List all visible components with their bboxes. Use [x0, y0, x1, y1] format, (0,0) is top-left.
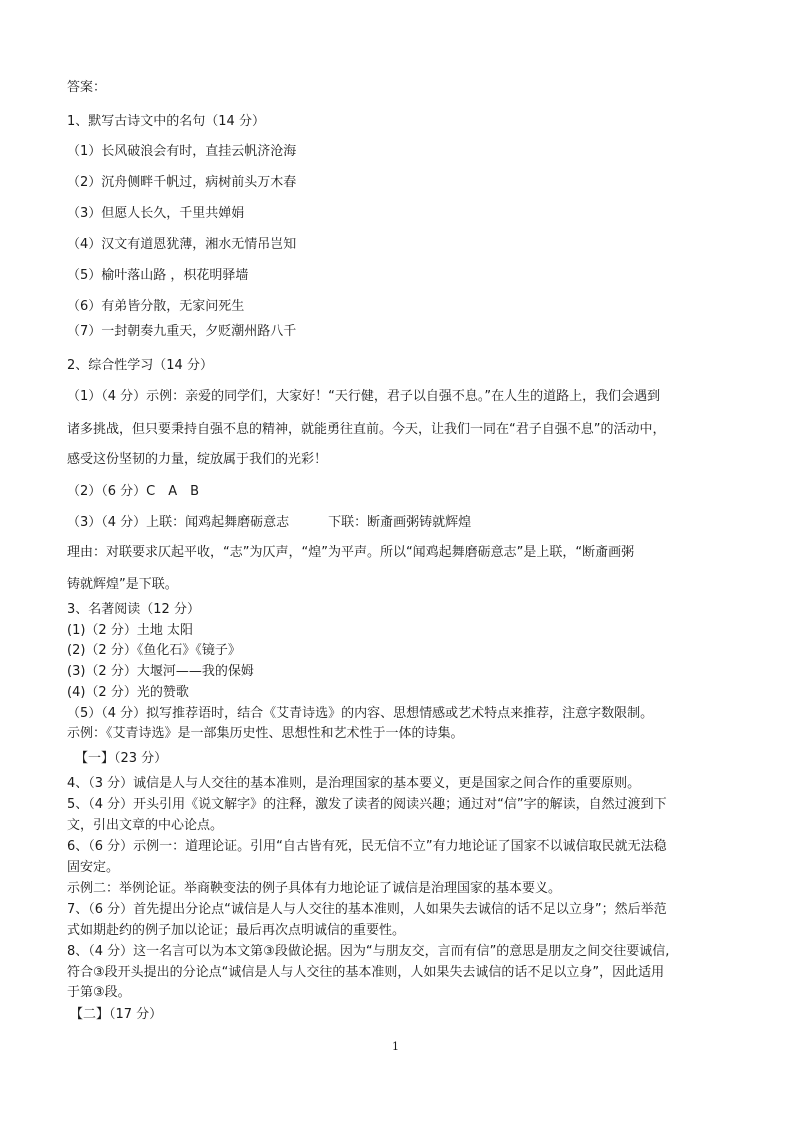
part1-q7-line-1: 7、（6 分）首先提出分论点“诚信是人与人交往的基本准则，人如果失去诚信的话不足以立身”；然后举范 [67, 902, 667, 917]
part-2-heading: 【二】（17 分） [70, 1007, 163, 1022]
s2-q3: （3）（4 分）上联：闻鸡起舞磨砺意志 下联：断齑画粥铸就辉煌 [67, 515, 472, 530]
s1-item-3: （3）但愿人长久，千里共婵娟 [67, 206, 245, 221]
part1-q7-line-2: 式如期赴约的例子加以论证；最后再次点明诚信的重要性。 [67, 923, 406, 938]
s1-item-7: （7）一封朝奏九重天，夕贬潮州路八千 [67, 324, 297, 339]
part-1-heading: 【一】（23 分） [75, 751, 168, 766]
part1-q5-line-2: 文，引出文章的中心论点。 [67, 818, 224, 833]
s2-q1-line-1: （1）（4 分）示例：亲爱的同学们，大家好！“天行健，君子以自强不息。”在人生的道路上，我们会遇到 [67, 389, 661, 404]
section-1-heading: 1、默写古诗文中的名句（14 分） [67, 114, 265, 129]
s1-item-4: （4）汉文有道恩犹薄，湘水无情吊岂知 [67, 237, 297, 252]
s3-item-3: (3)（2 分）大堰河——我的保姆 [67, 664, 254, 679]
section-3-heading: 3、名著阅读（12 分） [67, 602, 200, 617]
answers-title: 答案： [67, 80, 107, 95]
part1-q6-line-3: 示例二：举例论证。举商鞅变法的例子具体有力地论证了诚信是治理国家的基本要义。 [67, 881, 562, 896]
s3-item-5: （5）（4 分）拟写推荐语时，结合《艾青诗选》的内容、思想情感或艺术特点来推荐，注意字数限制。 [67, 706, 654, 721]
s2-q2: （2）（6 分）C A B [67, 484, 200, 499]
page-number: 1 [392, 1040, 399, 1053]
s3-item-4: (4)（2 分）光的赞歌 [67, 685, 189, 700]
s3-item-2: (2)（2 分）《鱼化石》《镜子》 [67, 643, 241, 658]
s1-item-5: （5）榆叶落山路 ，枳花明驿墙 [67, 268, 249, 283]
part1-q8-line-1: 8、（4 分）这一名言可以为本文第③段做论据。因为“与朋友交，言而有信”的意思是朋友之间交往要诚信, [67, 944, 670, 959]
part1-q8-line-2: 符合③段开头提出的分论点“诚信是人与人交往的基本准则，人如果失去诚信的话不足以立身”，因此适用 [67, 965, 665, 980]
s3-item-1: (1)（2 分）土地 太阳 [67, 623, 193, 638]
s1-item-6: （6）有弟皆分散，无家问死生 [67, 299, 245, 314]
part1-q8-line-3: 于第③段。 [67, 985, 131, 1000]
part1-q4: 4、（3 分）诚信是人与人交往的基本准则，是治理国家的基本要义，更是国家之间合作的重要原则。 [67, 776, 641, 791]
s2-reason-line-2: 铸就辉煌”是下联。 [67, 577, 178, 592]
s2-q1-line-2: 诸多挑战，但只要秉持自强不息的精神，就能勇往直前。今天，让我们一同在“君子自强不息”的活动中， [67, 422, 666, 437]
s2-reason-line-1: 理由：对联要求仄起平收，“志”为仄声，“煌”为平声。所以“闻鸡起舞磨砺意志”是上联，“断齑画粥 [67, 545, 635, 560]
s2-q1-line-3: 感受这份坚韧的力量，绽放属于我们的光彩！ [67, 452, 328, 467]
s1-item-2: （2）沉舟侧畔千帆过，病树前头万木春 [67, 175, 297, 190]
s3-example: 示例：《艾青诗选》是一部集历史性、思想性和艺术性于一体的诗集。 [67, 726, 464, 741]
s1-item-1: （1）长风破浪会有时，直挂云帆济沧海 [67, 144, 297, 159]
part1-q5-line-1: 5、（4 分）开头引用《说文解字》的注释，激发了读者的阅读兴趣；通过对“信”字的解读，自然过渡到下 [67, 797, 667, 812]
section-2-heading: 2、综合性学习（14 分） [67, 358, 213, 373]
part1-q6-line-1: 6、（6 分）示例一：道理论证。引用“自古皆有死，民无信不立”有力地论证了国家不以诚信取民就无法稳 [67, 839, 667, 854]
part1-q6-line-2: 固安定。 [67, 860, 120, 875]
